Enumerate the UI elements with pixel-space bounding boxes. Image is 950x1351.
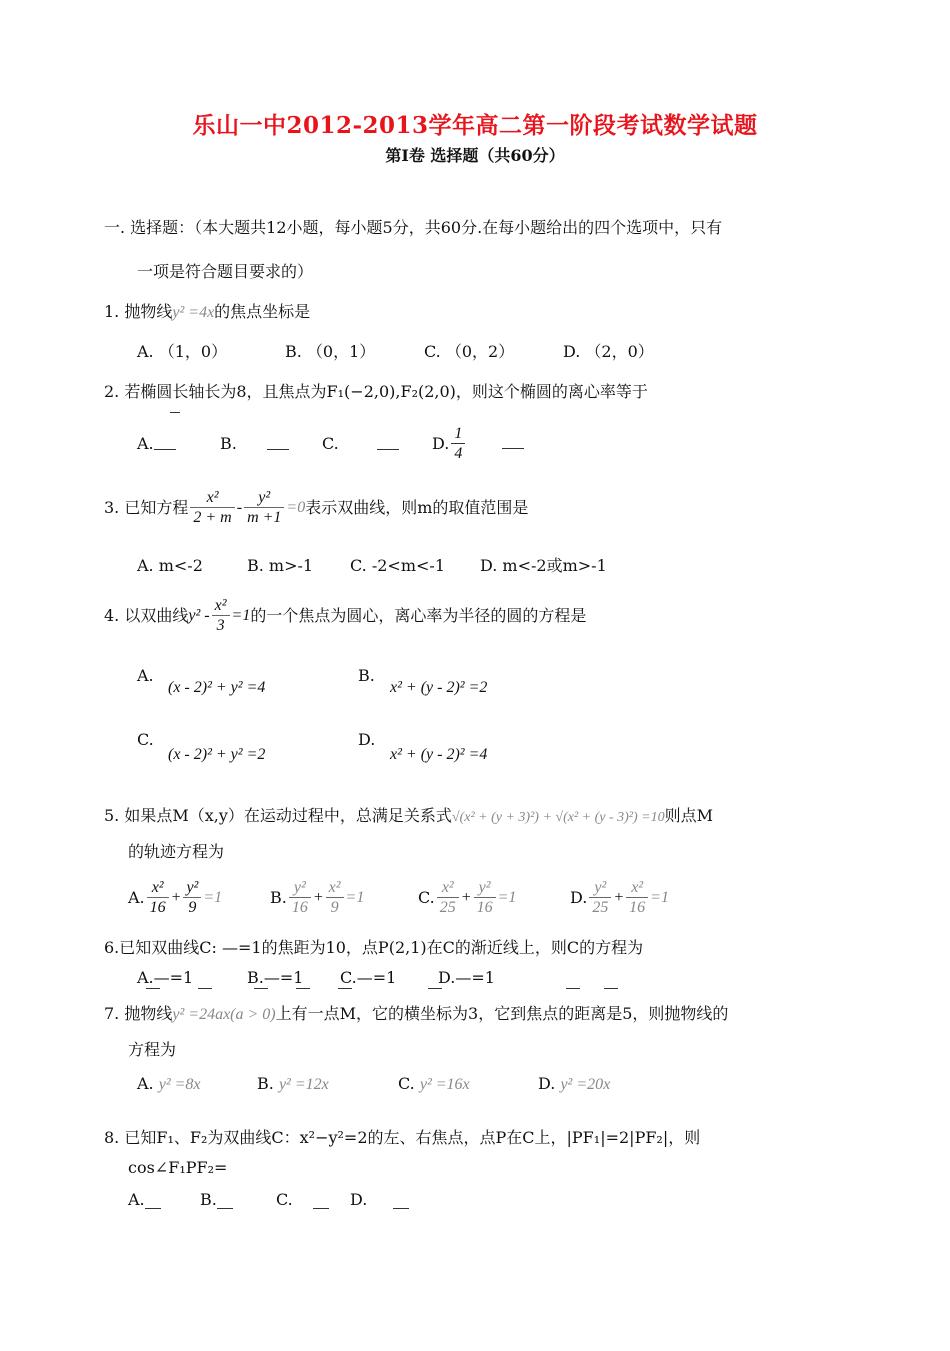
question-stem: 则点M	[664, 806, 714, 825]
option-a[interactable]: A. （1，0）	[137, 342, 228, 361]
question-7	[104, 1004, 728, 1024]
option-d-label[interactable]: D.	[358, 730, 376, 749]
option-a[interactable]: A.	[137, 434, 176, 453]
question-stem: 上有一点M，它的横坐标为3，它到焦点的距离是5，则抛物线的	[275, 1004, 729, 1023]
option-d[interactable]: D.—=1	[438, 968, 495, 987]
blank-fraction	[377, 439, 399, 450]
option-c-label[interactable]: C.	[137, 730, 154, 749]
option-d[interactable]: D.	[350, 1190, 409, 1209]
question-1	[104, 302, 310, 322]
question-stem: 如果点M（x,y）在运动过程中，总满足关系式	[124, 806, 452, 825]
option-c[interactable]: (x - 2)² + y² =2	[168, 746, 266, 763]
fraction-bar	[296, 988, 310, 989]
question-number: 2.	[104, 382, 120, 401]
option-a[interactable]: A. y² =8x	[137, 1074, 201, 1093]
option-b[interactable]: B.—=1	[247, 968, 304, 987]
section-heading-cont: 一项是符合题目要求的）	[137, 262, 314, 281]
section-heading: 一. 选择题：（本大题共12小题，每小题5分，共60分.在每小题给出的四个选项中，只有	[104, 218, 723, 237]
fraction-bar	[428, 988, 442, 989]
question-stem-cont: cos∠F₁PF₂=	[128, 1158, 228, 1177]
question-stem: 表示双曲线，则m的取值范围是	[305, 498, 529, 518]
fraction: $\frac{\text{x²}}{2 + m}$	[190, 488, 234, 527]
question-stem-cont: 方程为	[128, 1040, 177, 1059]
option-b[interactable]: B. y² =12x	[257, 1074, 329, 1093]
option-c[interactable]: C. -2<m<-1	[350, 556, 445, 575]
blank-fraction	[217, 1192, 233, 1209]
fraction: $\frac{\text{y²}}{m +1}$	[244, 488, 284, 527]
option-d[interactable]: D. m<-2或m>-1	[480, 556, 607, 575]
option-d[interactable]: D. $\frac{\text{y²}}{25}$ + $\frac{\text{x²}}{16}$ =1	[570, 879, 669, 917]
option-d[interactable]: x² + (y - 2)² =4	[390, 746, 488, 763]
question-3: 3. 已知方程 $\frac{\text{x²}}{2 + m}$ - $\frac{\text{y²}}{m +1}$ =0表示双曲线，则m的取值范围是	[104, 489, 529, 527]
option-b[interactable]: B. m>-1	[247, 556, 314, 575]
option-c[interactable]: C.	[322, 434, 399, 453]
fraction: $\frac{\text{x²}}{3}$	[212, 596, 230, 635]
question-4: 4. 以双曲线y² - $\frac{\text{x²}}{3}$ =1的一个焦点为圆心，离心率为半径的圆的方程是	[104, 597, 587, 635]
question-stem: 的一个焦点为圆心，离心率为半径的圆的方程是	[250, 606, 587, 626]
question-number: 5.	[104, 806, 120, 825]
fraction-bar	[338, 988, 352, 989]
formula: √(x² + (y + 3)²) + √(x² + (y - 3)²) =10	[451, 810, 665, 825]
option-d[interactable]: D. $\frac{1}{4}$	[432, 424, 524, 463]
question-number: 3.	[104, 498, 120, 518]
question-stem: 抛物线	[124, 1004, 173, 1023]
question-5	[104, 806, 713, 827]
question-number: 7.	[104, 1004, 120, 1023]
fraction-bar	[170, 412, 180, 413]
question-stem: 若椭圆长轴长为8，且焦点为F₁(−2,0),F₂(2,0)，则这个椭圆的离心率等于	[124, 382, 648, 401]
option-b[interactable]: x² + (y - 2)² =2	[390, 679, 488, 696]
blank-fraction	[267, 439, 289, 450]
question-number: 8.	[104, 1128, 120, 1147]
option-a-label[interactable]: A.	[137, 666, 154, 685]
fraction-bar	[198, 988, 212, 989]
question-6	[104, 938, 643, 957]
question-stem: 以双曲线	[124, 606, 189, 626]
formula: y² =4x	[172, 304, 215, 321]
option-a[interactable]: A. m<-2	[137, 556, 203, 575]
option-c[interactable]: C. $\frac{\text{x²}}{25}$ + $\frac{\text{y²}}{16}$ =1	[418, 879, 517, 917]
option-c[interactable]: C. （0，2）	[424, 342, 515, 361]
formula: y² =24ax(a > 0)	[172, 1006, 276, 1023]
question-stem-cont: 的轨迹方程为	[128, 842, 225, 861]
question-stem: 已知双曲线C: —=1的焦距为10，点P(2,1)在C的渐近线上，则C的方程为	[119, 938, 644, 957]
blank-fraction	[313, 1192, 329, 1209]
blank-fraction	[154, 439, 176, 450]
option-b[interactable]: B. $\frac{\text{y²}}{16}$ + $\frac{\text{x²}}{9}$ =1	[270, 879, 365, 917]
fraction-bar	[566, 988, 580, 989]
option-d[interactable]: D. （2，0）	[563, 342, 654, 361]
fraction-bar	[254, 988, 268, 989]
question-stem: 已知方程	[124, 498, 189, 518]
fraction-bar	[146, 988, 160, 989]
option-c[interactable]: C.—=1	[340, 968, 397, 987]
question-number: 6.	[104, 938, 120, 957]
fraction-bar	[604, 988, 618, 989]
question-8	[104, 1128, 700, 1147]
option-b[interactable]: B.	[200, 1190, 233, 1209]
option-d[interactable]: D. y² =20x	[538, 1074, 611, 1093]
question-2	[104, 382, 648, 401]
option-a[interactable]: A.	[128, 1190, 161, 1209]
question-number: 4.	[104, 606, 120, 626]
question-number: 1.	[104, 302, 120, 321]
option-b[interactable]: B.	[220, 434, 289, 453]
question-stem: 抛物线	[124, 302, 173, 321]
blank-fraction	[145, 1192, 161, 1209]
option-a[interactable]: (x - 2)² + y² =4	[168, 679, 266, 696]
page-title: 乐山一中2012-2013学年高二第一阶段考试数学试题	[192, 112, 758, 139]
option-b-label[interactable]: B.	[358, 666, 375, 685]
question-stem: 已知F₁、F₂为双曲线C：x²−y²=2的左、右焦点，点P在C上，|PF₁|=2|PF₂|，则	[124, 1128, 701, 1147]
option-b[interactable]: B. （0，1）	[285, 342, 376, 361]
question-stem: 的焦点坐标是	[214, 302, 311, 321]
blank-fraction	[393, 1192, 409, 1209]
blank-fraction	[502, 438, 524, 449]
page-subtitle: 第Ⅰ卷 选择题（共60分）	[385, 146, 565, 165]
option-a[interactable]: A.—=1	[137, 968, 194, 987]
option-a[interactable]: A. $\frac{\text{x²}}{16}$ + $\frac{\text{y²}}{9}$ =1	[128, 879, 223, 917]
option-c[interactable]: C.	[276, 1190, 329, 1209]
option-c[interactable]: C. y² =16x	[398, 1074, 470, 1093]
